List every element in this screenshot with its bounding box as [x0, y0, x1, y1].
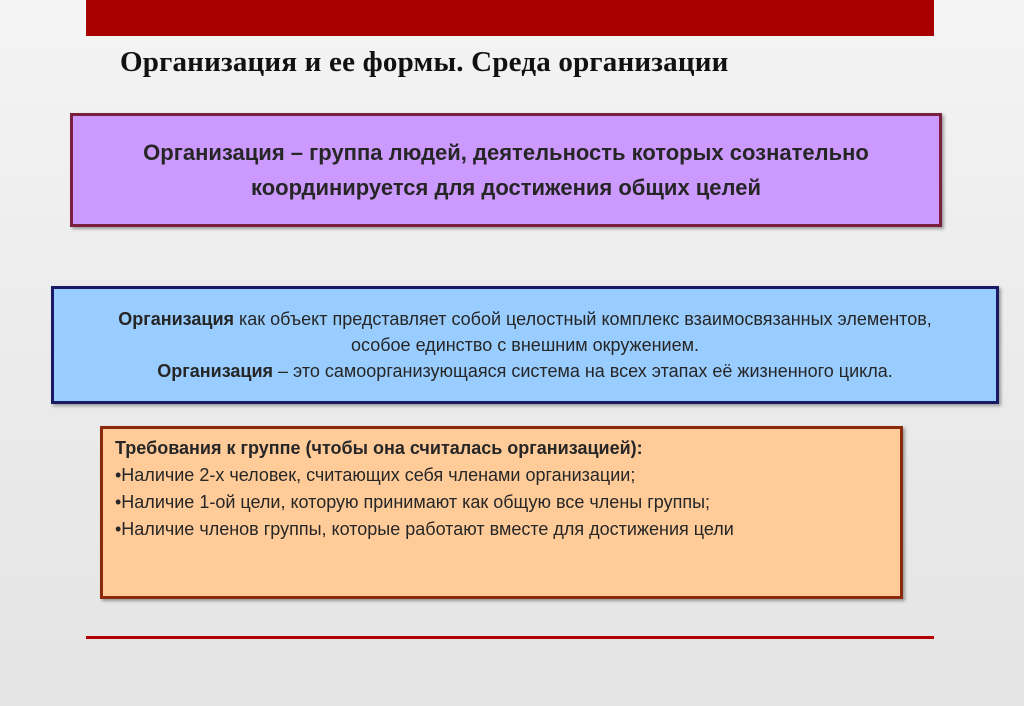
object-sentence-2: – это самоорганизующаяся система на всех этапах её жизненного цикла. [273, 361, 893, 381]
term-organization-1: Организация [118, 309, 235, 329]
requirement-item: •Наличие 1-ой цели, которую принимают как общую все члены группы; [115, 492, 711, 512]
organization-object-box [51, 286, 999, 404]
term-organization-2: Организация [157, 361, 274, 381]
requirements-box [100, 426, 903, 599]
definition-text: Организация – группа людей, деятельность которых сознательно координируется для достижения общих целей [143, 140, 869, 200]
requirements-heading: Требования к группе (чтобы она считалась организацией): [115, 438, 643, 458]
slide-title: Организация и ее формы. Среда организации [120, 46, 729, 78]
requirement-item: •Наличие членов группы, которые работают вместе для достижения цели [115, 519, 734, 539]
bottom-divider-line [86, 636, 934, 639]
organization-object-text [95, 306, 955, 384]
object-sentence-1: как объект представляет собой целостный комплекс взаимосвязанных элементов, особое единство с внешним окружением. [234, 309, 932, 355]
requirement-item: •Наличие 2-х человек, считающих себя членами организации; [115, 465, 636, 485]
top-accent-bar [86, 0, 934, 36]
definition-box [70, 113, 942, 227]
